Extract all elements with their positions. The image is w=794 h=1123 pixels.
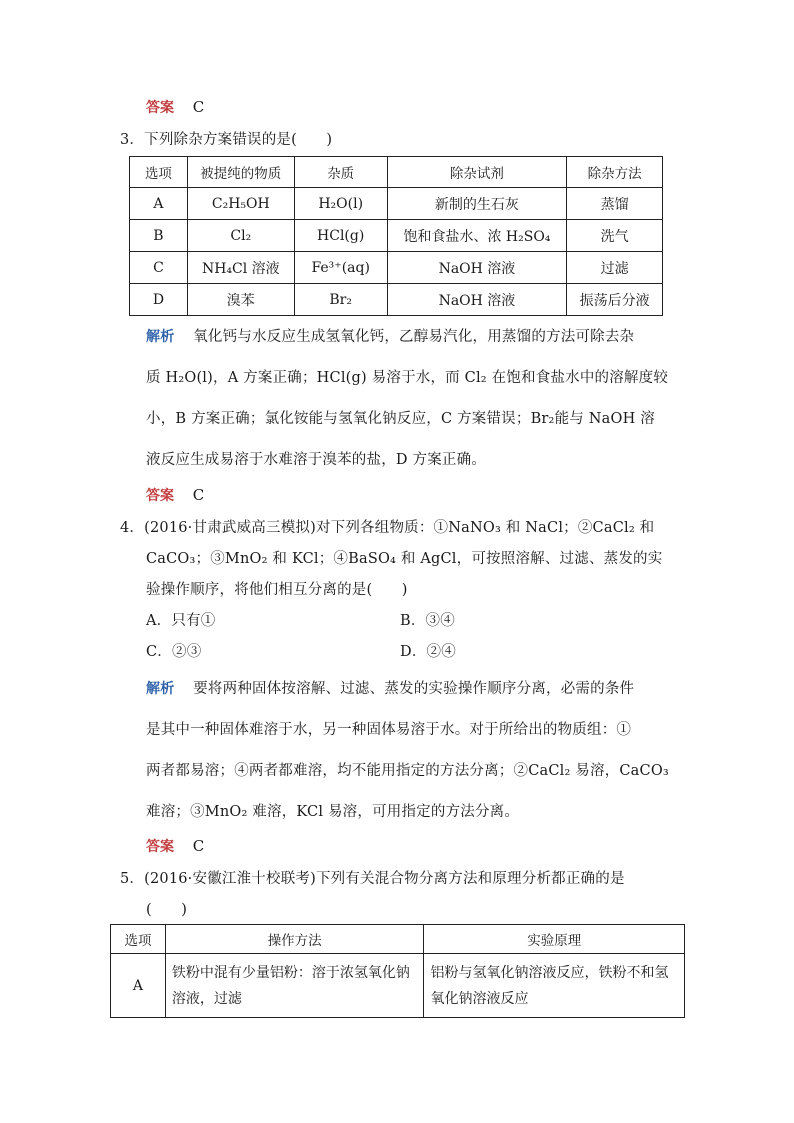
question-3-table [129,156,663,316]
table-cell: 蒸馏 [567,188,663,220]
analysis-text: 质 H₂O(l)，A 方案正确；HCl(g) 易溶于水，而 Cl₂ 在饱和食盐水中的溶解度较 [146,370,669,386]
answer-value: C [192,486,205,504]
analysis-line [146,325,634,346]
option-d[interactable]: D．②④ [400,644,456,660]
answer-line [146,97,204,117]
table-header-cell: 除杂试剂 [387,157,567,188]
table-header-cell: 杂质 [294,157,387,188]
table-cell: 过滤 [567,252,663,284]
table-cell: D [130,284,188,316]
table-cell: HCl(g) [294,220,387,252]
analysis-label: 解析 [146,329,175,345]
answer-label: 答案 [146,488,174,504]
table-header-cell: 选项 [130,157,188,188]
option-c[interactable]: C．②③ [146,644,202,660]
question-3-stem: 3．下列除杂方案错误的是( ) [120,132,333,148]
table-row [111,954,685,1018]
table-cell: 洗气 [567,220,663,252]
analysis-label: 解析 [146,681,175,697]
answer-label: 答案 [146,839,174,855]
table-cell: 溴苯 [187,284,294,316]
question-4-stem: CaCO₃；③MnO₂ 和 KCl；④BaSO₄ 和 AgCl，可按照溶解、过滤、蒸发的实 [146,551,663,567]
option-b[interactable]: B．③④ [400,613,455,629]
analysis-text: 氧化钙与水反应生成氢氧化钙，乙醇易汽化，用蒸馏的方法可除去杂 [193,329,635,345]
answer-label: 答案 [146,100,174,116]
table-row [130,220,663,252]
question-4-stem: 验操作顺序，将他们相互分离的是( ) [146,582,408,598]
table-cell: NaOH 溶液 [387,252,567,284]
question-5-table [110,924,685,1018]
table-cell: 铁粉中混有少量铝粉：溶于浓氢氧化钠溶液，过滤 [165,954,424,1018]
option-a[interactable]: A．只有① [146,613,216,629]
table-cell: A [111,954,166,1018]
analysis-text: 要将两种固体按溶解、过滤、蒸发的实验操作顺序分离，必需的条件 [193,681,635,697]
table-header-cell: 选项 [111,925,166,954]
table-cell: C₂H₅OH [187,188,294,220]
table-cell: 饱和食盐水、浓 H₂SO₄ [387,220,567,252]
table-header-cell: 实验原理 [424,925,685,954]
answer-value: C [192,98,205,116]
table-row [130,188,663,220]
table-cell: NH₄Cl 溶液 [187,252,294,284]
table-header-cell: 除杂方法 [567,157,663,188]
table-row [130,252,663,284]
table-header-cell: 被提纯的物质 [187,157,294,188]
analysis-text: 两者都易溶；④两者都难溶，均不能用指定的方法分离；②CaCl₂ 易溶，CaCO₃ [146,763,669,779]
analysis-text: 小，B 方案正确；氯化铵能与氢氧化钠反应，C 方案错误；Br₂能与 NaOH 溶 [146,411,655,427]
table-cell: Cl₂ [187,220,294,252]
table-cell: Br₂ [294,284,387,316]
table-cell: C [130,252,188,284]
answer-line [146,485,204,505]
table-header-row [130,157,663,188]
question-4-stem: 4．(2016·甘肃武威高三模拟)对下列各组物质：①NaNO₃ 和 NaCl；②CaCl₂ 和 [120,520,655,536]
table-header-row [111,925,685,954]
analysis-text: 是其中一种固体难溶于水，另一种固体易溶于水。对于所给出的物质组：① [146,722,632,738]
table-cell: B [130,220,188,252]
answer-line [146,836,204,856]
question-5-stem: 5．(2016·安徽江淮十校联考)下列有关混合物分离方法和原理分析都正确的是 [120,871,625,887]
question-5-stem: ( ) [146,902,188,918]
table-cell: H₂O(l) [294,188,387,220]
table-cell: A [130,188,188,220]
answer-value: C [192,837,205,855]
table-cell: NaOH 溶液 [387,284,567,316]
table-cell: 振荡后分液 [567,284,663,316]
table-row [130,284,663,316]
analysis-text: 液反应生成易溶于水难溶于溴苯的盐，D 方案正确。 [146,452,487,468]
table-header-cell: 操作方法 [165,925,424,954]
analysis-line [146,677,634,698]
table-cell: 新制的生石灰 [387,188,567,220]
table-cell: 铝粉与氢氧化钠溶液反应，铁粉不和氢氧化钠溶液反应 [424,954,685,1018]
table-cell: Fe³⁺(aq) [294,252,387,284]
analysis-text: 难溶；③MnO₂ 难溶，KCl 易溶，可用指定的方法分离。 [146,804,520,820]
